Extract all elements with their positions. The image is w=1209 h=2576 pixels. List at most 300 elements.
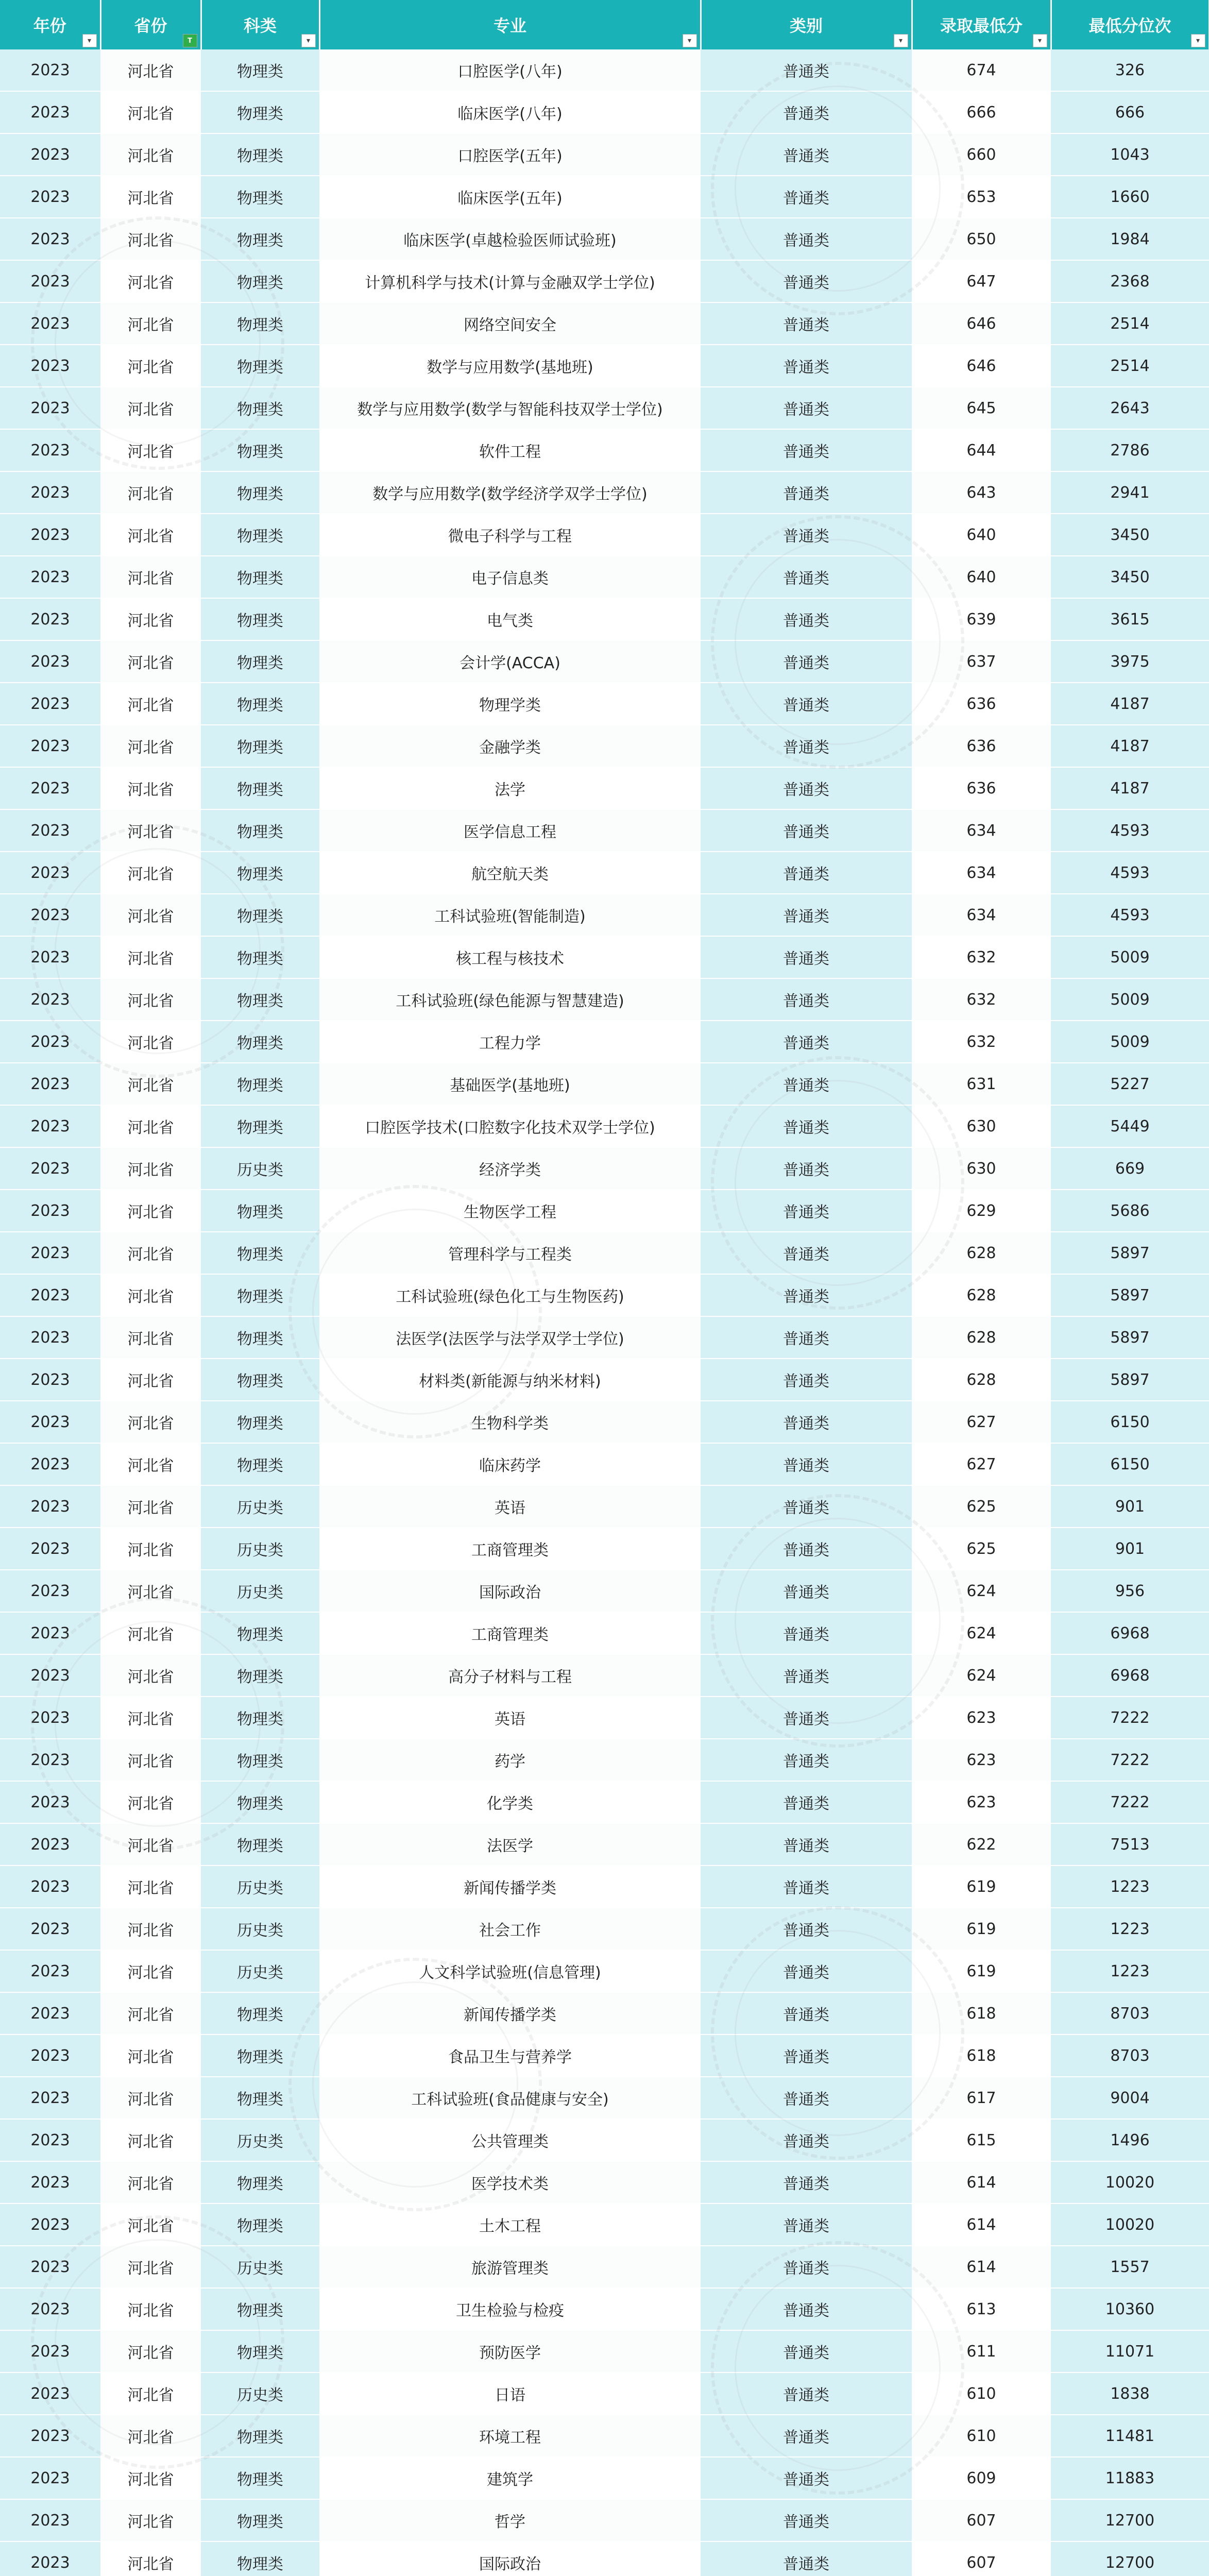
cell-province[interactable]: 河北省 [100,1950,201,1992]
cell-province[interactable]: 河北省 [100,1570,201,1612]
cell-subject[interactable]: 物理类 [201,2330,319,2372]
cell-min-rank[interactable]: 6968 [1051,1654,1209,1697]
cell-province[interactable]: 河北省 [100,640,201,683]
cell-subject[interactable]: 物理类 [201,471,319,514]
cell-category[interactable]: 普通类 [701,260,912,302]
cell-subject[interactable]: 物理类 [201,49,319,91]
cell-category[interactable]: 普通类 [701,1739,912,1781]
cell-min-score[interactable]: 647 [912,260,1051,302]
table-row[interactable] [0,1274,1209,1316]
cell-min-score[interactable]: 631 [912,1063,1051,1105]
table-row[interactable] [0,1021,1209,1063]
cell-province[interactable]: 河北省 [100,683,201,725]
cell-subject[interactable]: 物理类 [201,1654,319,1697]
cell-min-score[interactable]: 627 [912,1401,1051,1443]
cell-province[interactable]: 河北省 [100,1654,201,1697]
table-row[interactable] [0,176,1209,218]
cell-min-score[interactable]: 619 [912,1950,1051,1992]
cell-category[interactable]: 普通类 [701,1274,912,1316]
cell-major[interactable]: 哲学 [319,2499,701,2541]
cell-min-rank[interactable]: 4187 [1051,767,1209,809]
cell-min-rank[interactable]: 4593 [1051,852,1209,894]
cell-subject[interactable]: 历史类 [201,2119,319,2161]
cell-min-rank[interactable]: 669 [1051,1147,1209,1190]
table-row[interactable] [0,302,1209,345]
cell-major[interactable]: 口腔医学(八年) [319,49,701,91]
cell-min-rank[interactable]: 4593 [1051,809,1209,852]
cell-subject[interactable]: 物理类 [201,1823,319,1866]
cell-min-score[interactable]: 628 [912,1359,1051,1401]
table-row[interactable] [0,1823,1209,1866]
table-row[interactable] [0,1612,1209,1654]
cell-year[interactable]: 2023 [0,2204,100,2246]
cell-province[interactable]: 河北省 [100,2541,201,2576]
cell-subject[interactable]: 物理类 [201,2035,319,2077]
cell-year[interactable]: 2023 [0,2541,100,2576]
table-row[interactable] [0,978,1209,1021]
cell-category[interactable]: 普通类 [701,1443,912,1485]
header-subject[interactable] [201,0,319,49]
cell-subject[interactable]: 物理类 [201,260,319,302]
cell-year[interactable]: 2023 [0,2499,100,2541]
cell-province[interactable]: 河北省 [100,809,201,852]
cell-province[interactable]: 河北省 [100,2077,201,2119]
cell-subject[interactable]: 物理类 [201,1021,319,1063]
table-row[interactable] [0,1654,1209,1697]
cell-major[interactable]: 材料类(新能源与纳米材料) [319,1359,701,1401]
cell-province[interactable]: 河北省 [100,2288,201,2330]
cell-province[interactable]: 河北省 [100,1105,201,1147]
cell-province[interactable]: 河北省 [100,1147,201,1190]
cell-min-rank[interactable]: 11071 [1051,2330,1209,2372]
cell-province[interactable]: 河北省 [100,49,201,91]
table-row[interactable] [0,1443,1209,1485]
cell-subject[interactable]: 物理类 [201,1739,319,1781]
table-row[interactable] [0,260,1209,302]
cell-min-rank[interactable]: 2643 [1051,387,1209,429]
table-row[interactable] [0,471,1209,514]
cell-min-score[interactable]: 629 [912,1190,1051,1232]
cell-category[interactable]: 普通类 [701,2246,912,2288]
cell-min-score[interactable]: 640 [912,514,1051,556]
table-row[interactable] [0,1232,1209,1274]
cell-major[interactable]: 国际政治 [319,2541,701,2576]
cell-province[interactable]: 河北省 [100,429,201,471]
cell-major[interactable]: 经济学类 [319,1147,701,1190]
cell-major[interactable]: 金融学类 [319,725,701,767]
cell-province[interactable]: 河北省 [100,936,201,978]
cell-year[interactable]: 2023 [0,1147,100,1190]
cell-year[interactable]: 2023 [0,1654,100,1697]
cell-year[interactable]: 2023 [0,725,100,767]
cell-province[interactable]: 河北省 [100,852,201,894]
cell-subject[interactable]: 物理类 [201,809,319,852]
cell-min-rank[interactable]: 7513 [1051,1823,1209,1866]
cell-category[interactable]: 普通类 [701,640,912,683]
cell-province[interactable]: 河北省 [100,1316,201,1359]
cell-min-rank[interactable]: 901 [1051,1485,1209,1528]
cell-major[interactable]: 电子信息类 [319,556,701,598]
cell-major[interactable]: 临床医学(卓越检验医师试验班) [319,218,701,260]
cell-min-score[interactable]: 628 [912,1232,1051,1274]
cell-min-rank[interactable]: 5897 [1051,1359,1209,1401]
cell-year[interactable]: 2023 [0,1950,100,1992]
cell-province[interactable]: 河北省 [100,725,201,767]
cell-subject[interactable]: 物理类 [201,640,319,683]
cell-min-rank[interactable]: 3450 [1051,514,1209,556]
cell-min-rank[interactable]: 4187 [1051,725,1209,767]
cell-province[interactable]: 河北省 [100,218,201,260]
cell-major[interactable]: 新闻传播学类 [319,1992,701,2035]
cell-major[interactable]: 人文科学试验班(信息管理) [319,1950,701,1992]
cell-subject[interactable]: 历史类 [201,1908,319,1950]
cell-subject[interactable]: 历史类 [201,1147,319,1190]
cell-min-score[interactable]: 632 [912,1021,1051,1063]
cell-year[interactable]: 2023 [0,471,100,514]
cell-subject[interactable]: 历史类 [201,1950,319,1992]
cell-category[interactable]: 普通类 [701,556,912,598]
cell-min-rank[interactable]: 3615 [1051,598,1209,640]
cell-province[interactable]: 河北省 [100,556,201,598]
cell-province[interactable]: 河北省 [100,1274,201,1316]
table-row[interactable] [0,2077,1209,2119]
cell-major[interactable]: 数学与应用数学(数学经济学双学士学位) [319,471,701,514]
cell-min-rank[interactable]: 1223 [1051,1908,1209,1950]
cell-subject[interactable]: 物理类 [201,2288,319,2330]
cell-category[interactable]: 普通类 [701,514,912,556]
cell-province[interactable]: 河北省 [100,2415,201,2457]
table-row[interactable] [0,429,1209,471]
table-row[interactable] [0,2035,1209,2077]
cell-min-rank[interactable]: 11883 [1051,2457,1209,2499]
cell-year[interactable]: 2023 [0,429,100,471]
header-min-rank[interactable] [1051,0,1209,49]
filter-dropdown-icon[interactable]: ▾ [683,34,697,47]
cell-min-score[interactable]: 614 [912,2161,1051,2204]
cell-year[interactable]: 2023 [0,1528,100,1570]
table-row[interactable] [0,598,1209,640]
cell-year[interactable]: 2023 [0,91,100,133]
cell-subject[interactable]: 物理类 [201,683,319,725]
cell-major[interactable]: 高分子材料与工程 [319,1654,701,1697]
cell-min-rank[interactable]: 9004 [1051,2077,1209,2119]
table-row[interactable] [0,1528,1209,1570]
cell-subject[interactable]: 物理类 [201,387,319,429]
cell-major[interactable]: 新闻传播学类 [319,1866,701,1908]
cell-category[interactable]: 普通类 [701,133,912,176]
table-row[interactable] [0,556,1209,598]
filter-dropdown-icon[interactable]: ▾ [894,34,908,47]
cell-year[interactable]: 2023 [0,2161,100,2204]
cell-category[interactable]: 普通类 [701,2457,912,2499]
cell-subject[interactable]: 物理类 [201,1190,319,1232]
cell-major[interactable]: 会计学(ACCA) [319,640,701,683]
cell-min-rank[interactable]: 3450 [1051,556,1209,598]
cell-subject[interactable]: 物理类 [201,2457,319,2499]
cell-subject[interactable]: 物理类 [201,1697,319,1739]
cell-min-rank[interactable]: 5009 [1051,936,1209,978]
cell-major[interactable]: 数学与应用数学(数学与智能科技双学士学位) [319,387,701,429]
cell-major[interactable]: 网络空间安全 [319,302,701,345]
cell-min-score[interactable]: 666 [912,91,1051,133]
cell-category[interactable]: 普通类 [701,429,912,471]
cell-year[interactable]: 2023 [0,852,100,894]
cell-major[interactable]: 生物医学工程 [319,1190,701,1232]
cell-year[interactable]: 2023 [0,133,100,176]
cell-major[interactable]: 临床医学(八年) [319,91,701,133]
cell-min-rank[interactable]: 2514 [1051,302,1209,345]
cell-major[interactable]: 工科试验班(智能制造) [319,894,701,936]
table-row[interactable] [0,725,1209,767]
cell-min-score[interactable]: 618 [912,2035,1051,2077]
cell-min-score[interactable]: 625 [912,1528,1051,1570]
cell-province[interactable]: 河北省 [100,1823,201,1866]
cell-category[interactable]: 普通类 [701,1612,912,1654]
cell-min-score[interactable]: 634 [912,809,1051,852]
cell-province[interactable]: 河北省 [100,1401,201,1443]
cell-min-rank[interactable]: 7222 [1051,1697,1209,1739]
cell-major[interactable]: 工科试验班(绿色化工与生物医药) [319,1274,701,1316]
cell-subject[interactable]: 物理类 [201,978,319,1021]
cell-subject[interactable]: 物理类 [201,1443,319,1485]
cell-major[interactable]: 软件工程 [319,429,701,471]
cell-min-rank[interactable]: 6150 [1051,1401,1209,1443]
table-row[interactable] [0,2288,1209,2330]
cell-category[interactable]: 普通类 [701,1063,912,1105]
cell-year[interactable]: 2023 [0,1485,100,1528]
cell-year[interactable]: 2023 [0,1401,100,1443]
cell-year[interactable]: 2023 [0,1232,100,1274]
table-row[interactable] [0,2457,1209,2499]
cell-year[interactable]: 2023 [0,387,100,429]
table-row[interactable] [0,1781,1209,1823]
table-row[interactable] [0,1908,1209,1950]
cell-province[interactable]: 河北省 [100,2330,201,2372]
cell-subject[interactable]: 物理类 [201,133,319,176]
cell-major[interactable]: 工科试验班(绿色能源与智慧建造) [319,978,701,1021]
cell-min-score[interactable]: 640 [912,556,1051,598]
cell-major[interactable]: 医学技术类 [319,2161,701,2204]
cell-min-rank[interactable]: 12700 [1051,2541,1209,2576]
cell-subject[interactable]: 物理类 [201,176,319,218]
cell-category[interactable]: 普通类 [701,1908,912,1950]
cell-subject[interactable]: 物理类 [201,2541,319,2576]
cell-category[interactable]: 普通类 [701,1485,912,1528]
cell-category[interactable]: 普通类 [701,2204,912,2246]
cell-major[interactable]: 旅游管理类 [319,2246,701,2288]
cell-major[interactable]: 公共管理类 [319,2119,701,2161]
cell-major[interactable]: 口腔医学技术(口腔数字化技术双学士学位) [319,1105,701,1147]
cell-category[interactable]: 普通类 [701,2415,912,2457]
cell-min-score[interactable]: 628 [912,1274,1051,1316]
table-row[interactable] [0,1992,1209,2035]
cell-subject[interactable]: 物理类 [201,2161,319,2204]
cell-category[interactable]: 普通类 [701,725,912,767]
cell-year[interactable]: 2023 [0,218,100,260]
cell-province[interactable]: 河北省 [100,2161,201,2204]
cell-major[interactable]: 食品卫生与营养学 [319,2035,701,2077]
table-row[interactable] [0,1570,1209,1612]
cell-category[interactable]: 普通类 [701,387,912,429]
cell-min-rank[interactable]: 2514 [1051,345,1209,387]
cell-min-score[interactable]: 646 [912,345,1051,387]
cell-min-rank[interactable]: 8703 [1051,1992,1209,2035]
cell-min-score[interactable]: 628 [912,1316,1051,1359]
cell-province[interactable]: 河北省 [100,2119,201,2161]
cell-subject[interactable]: 物理类 [201,2499,319,2541]
cell-min-score[interactable]: 634 [912,852,1051,894]
cell-province[interactable]: 河北省 [100,1359,201,1401]
cell-category[interactable]: 普通类 [701,767,912,809]
cell-province[interactable]: 河北省 [100,345,201,387]
cell-category[interactable]: 普通类 [701,1697,912,1739]
cell-min-score[interactable]: 644 [912,429,1051,471]
cell-province[interactable]: 河北省 [100,894,201,936]
cell-major[interactable]: 计算机科学与技术(计算与金融双学士学位) [319,260,701,302]
cell-province[interactable]: 河北省 [100,1612,201,1654]
cell-year[interactable]: 2023 [0,1866,100,1908]
cell-major[interactable]: 化学类 [319,1781,701,1823]
cell-year[interactable]: 2023 [0,1316,100,1359]
cell-min-rank[interactable]: 5227 [1051,1063,1209,1105]
cell-province[interactable]: 河北省 [100,302,201,345]
table-row[interactable] [0,1866,1209,1908]
cell-subject[interactable]: 物理类 [201,894,319,936]
table-row[interactable] [0,683,1209,725]
cell-subject[interactable]: 物理类 [201,2077,319,2119]
cell-min-rank[interactable]: 5009 [1051,978,1209,1021]
cell-category[interactable]: 普通类 [701,978,912,1021]
cell-major[interactable]: 环境工程 [319,2415,701,2457]
cell-subject[interactable]: 物理类 [201,767,319,809]
cell-year[interactable]: 2023 [0,1190,100,1232]
cell-year[interactable]: 2023 [0,2246,100,2288]
header-year[interactable] [0,0,100,49]
cell-min-score[interactable]: 636 [912,683,1051,725]
cell-min-rank[interactable]: 11481 [1051,2415,1209,2457]
cell-category[interactable]: 普通类 [701,1528,912,1570]
cell-province[interactable]: 河北省 [100,1232,201,1274]
table-row[interactable] [0,1147,1209,1190]
cell-min-score[interactable]: 646 [912,302,1051,345]
table-row[interactable] [0,1063,1209,1105]
cell-min-score[interactable]: 636 [912,725,1051,767]
table-row[interactable] [0,852,1209,894]
cell-subject[interactable]: 物理类 [201,852,319,894]
cell-major[interactable]: 社会工作 [319,1908,701,1950]
cell-category[interactable]: 普通类 [701,2077,912,2119]
cell-year[interactable]: 2023 [0,2330,100,2372]
cell-subject[interactable]: 物理类 [201,1401,319,1443]
table-row[interactable] [0,1105,1209,1147]
cell-year[interactable]: 2023 [0,2457,100,2499]
cell-min-score[interactable]: 609 [912,2457,1051,2499]
cell-category[interactable]: 普通类 [701,1654,912,1697]
header-province[interactable] [100,0,201,49]
cell-major[interactable]: 物理学类 [319,683,701,725]
cell-category[interactable]: 普通类 [701,1105,912,1147]
cell-min-rank[interactable]: 10360 [1051,2288,1209,2330]
cell-min-score[interactable]: 613 [912,2288,1051,2330]
cell-min-score[interactable]: 674 [912,49,1051,91]
cell-province[interactable]: 河北省 [100,260,201,302]
cell-year[interactable]: 2023 [0,2035,100,2077]
cell-subject[interactable]: 物理类 [201,725,319,767]
cell-category[interactable]: 普通类 [701,1866,912,1908]
cell-province[interactable]: 河北省 [100,1063,201,1105]
cell-year[interactable]: 2023 [0,2288,100,2330]
cell-min-score[interactable]: 630 [912,1147,1051,1190]
cell-min-score[interactable]: 623 [912,1697,1051,1739]
cell-min-score[interactable]: 611 [912,2330,1051,2372]
cell-category[interactable]: 普通类 [701,1232,912,1274]
cell-min-rank[interactable]: 5897 [1051,1316,1209,1359]
table-row[interactable] [0,2119,1209,2161]
cell-subject[interactable]: 物理类 [201,1781,319,1823]
cell-province[interactable]: 河北省 [100,767,201,809]
table-row[interactable] [0,809,1209,852]
cell-category[interactable]: 普通类 [701,1570,912,1612]
cell-min-score[interactable]: 623 [912,1781,1051,1823]
cell-major[interactable]: 卫生检验与检疫 [319,2288,701,2330]
cell-major[interactable]: 生物科学类 [319,1401,701,1443]
cell-category[interactable]: 普通类 [701,936,912,978]
cell-subject[interactable]: 物理类 [201,1274,319,1316]
cell-province[interactable]: 河北省 [100,514,201,556]
cell-min-rank[interactable]: 1660 [1051,176,1209,218]
cell-subject[interactable]: 物理类 [201,1232,319,1274]
cell-subject[interactable]: 物理类 [201,1992,319,2035]
cell-min-score[interactable]: 653 [912,176,1051,218]
cell-category[interactable]: 普通类 [701,2119,912,2161]
cell-min-score[interactable]: 619 [912,1866,1051,1908]
cell-min-rank[interactable]: 10020 [1051,2204,1209,2246]
cell-category[interactable]: 普通类 [701,1316,912,1359]
cell-subject[interactable]: 物理类 [201,1612,319,1654]
cell-subject[interactable]: 物理类 [201,1359,319,1401]
cell-min-rank[interactable]: 4187 [1051,683,1209,725]
cell-min-rank[interactable]: 6150 [1051,1443,1209,1485]
filter-dropdown-icon[interactable]: ▾ [82,34,97,47]
cell-min-rank[interactable]: 6968 [1051,1612,1209,1654]
cell-year[interactable]: 2023 [0,1781,100,1823]
cell-major[interactable]: 预防医学 [319,2330,701,2372]
cell-min-rank[interactable]: 1223 [1051,1950,1209,1992]
cell-province[interactable]: 河北省 [100,2246,201,2288]
table-row[interactable] [0,1190,1209,1232]
cell-min-rank[interactable]: 2368 [1051,260,1209,302]
table-row[interactable] [0,640,1209,683]
cell-subject[interactable]: 历史类 [201,1866,319,1908]
cell-min-score[interactable]: 625 [912,1485,1051,1528]
cell-major[interactable]: 国际政治 [319,1570,701,1612]
cell-province[interactable]: 河北省 [100,598,201,640]
cell-min-rank[interactable]: 5897 [1051,1274,1209,1316]
cell-min-rank[interactable]: 5686 [1051,1190,1209,1232]
cell-year[interactable]: 2023 [0,1612,100,1654]
cell-min-rank[interactable]: 2941 [1051,471,1209,514]
cell-subject[interactable]: 物理类 [201,514,319,556]
cell-min-rank[interactable]: 5449 [1051,1105,1209,1147]
cell-min-rank[interactable]: 10020 [1051,2161,1209,2204]
cell-year[interactable]: 2023 [0,767,100,809]
cell-province[interactable]: 河北省 [100,2499,201,2541]
cell-year[interactable]: 2023 [0,302,100,345]
table-row[interactable] [0,936,1209,978]
cell-major[interactable]: 建筑学 [319,2457,701,2499]
table-row[interactable] [0,2541,1209,2576]
table-row[interactable] [0,2372,1209,2415]
